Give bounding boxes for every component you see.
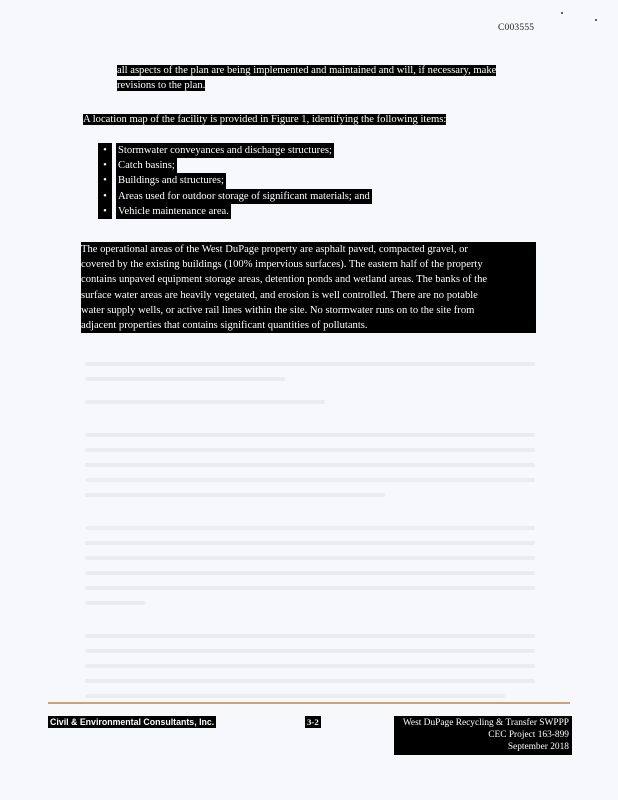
site-description-paragraph (81, 242, 536, 333)
bleed-through-line (85, 601, 145, 605)
bleed-through-line (85, 448, 535, 452)
footer-page-number: 3-2 (307, 717, 319, 727)
footer-project-title: West DuPage Recycling & Transfer SWPPP (402, 718, 569, 728)
bleed-through-line (85, 571, 535, 575)
bleed-through-line (85, 463, 535, 467)
bullet-icon: • (98, 189, 112, 204)
text-line: adjacent properties that contains significant quantities of pollutants. (81, 319, 368, 331)
list-item (98, 143, 398, 158)
bullet-icon: • (98, 173, 112, 188)
footer-date: September 2018 (507, 742, 569, 752)
list-item-text: Vehicle maintenance area. (116, 204, 231, 219)
bleed-through-line (85, 556, 535, 560)
bullet-icon: • (98, 158, 112, 173)
text-line: The operational areas of the West DuPage property are asphalt paved, compacted gravel, or (81, 244, 468, 255)
bleed-through-line (85, 377, 285, 381)
bullet-icon: • (98, 143, 112, 158)
list-item (98, 204, 398, 219)
text-line: all aspects of the plan are being implemented and maintained and will, if necessary, make (117, 65, 497, 76)
list-item-text: Stormwater conveyances and discharge structures; (116, 143, 334, 158)
scan-speck (595, 19, 597, 21)
list-item (98, 189, 398, 204)
bleed-through-line (85, 634, 535, 638)
intro-text: A location map of the facility is provided in Figure 1, identifying the following items: (83, 114, 447, 125)
document-id: C003555 (498, 23, 535, 33)
footer-project-info (394, 716, 572, 755)
list-item-text: Buildings and structures; (116, 173, 226, 188)
text-line: water supply wells, or active rail lines within the site. No stormwater runs on to the site from (81, 304, 475, 316)
item-list (98, 143, 398, 219)
text-line: covered by the existing buildings (100% impervious surfaces). The eastern half of the property (81, 259, 483, 271)
bleed-through-line (85, 649, 535, 653)
footer-project-number: CEC Project 163-899 (488, 730, 569, 740)
bleed-through-line (85, 362, 535, 366)
intro-sentence (83, 113, 446, 127)
footer-rule (48, 702, 570, 704)
scan-speck (561, 12, 563, 14)
bleed-through-line (85, 493, 385, 497)
bleed-through-line (85, 664, 535, 668)
list-item (98, 173, 398, 188)
bleed-through-line (85, 526, 535, 530)
bleed-through-line (85, 400, 325, 404)
list-item-text: Catch basins; (116, 158, 177, 173)
text-line: surface water areas are heavily vegetated, and erosion is well controlled. There are no potable (81, 289, 478, 301)
list-item-text: Areas used for outdoor storage of significant materials; and (116, 189, 372, 204)
bleed-through-line (85, 586, 535, 590)
list-item (98, 158, 398, 173)
text-line: contains unpaved equipment storage areas, detention ponds and wetland areas. The banks of the (81, 274, 488, 286)
top-text-block (117, 64, 535, 93)
bleed-through-line (85, 478, 535, 482)
bleed-through-line (85, 694, 505, 698)
footer-company-name: Civil & Environmental Consultants, Inc. (50, 717, 215, 727)
bleed-through-line (85, 433, 535, 437)
bleed-through-line (85, 679, 535, 683)
text-line: revisions to the plan. (117, 79, 206, 91)
bullet-icon: • (98, 204, 112, 219)
bleed-through-line (85, 541, 535, 545)
